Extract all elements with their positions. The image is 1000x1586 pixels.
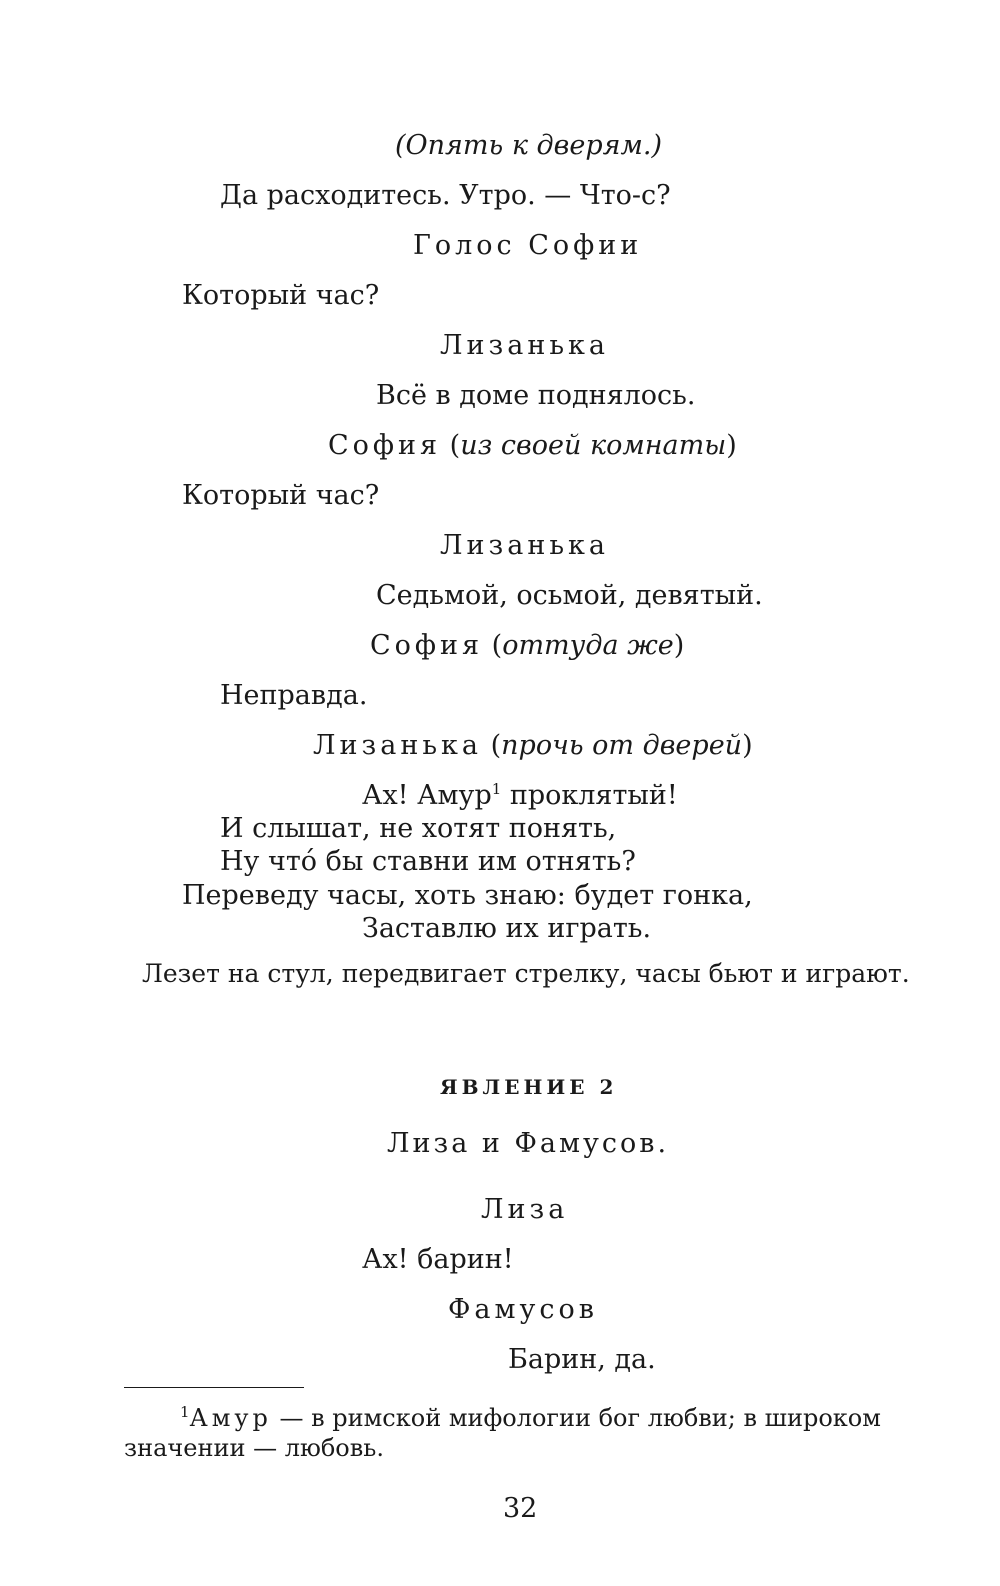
footnote [180,1403,881,1433]
stage-direction: Лезет на стул, передвигает стрелку, часы бьют и играют. [142,959,910,988]
footnote-marker: 1 [491,780,502,798]
verse-line: И слышат, не хотят понять, [220,813,617,844]
speaker-line: София (из своей комнаты) [328,430,737,461]
speaker-name: Фамусов [448,1294,598,1325]
verse-line: Заставлю их играть. [362,913,652,944]
speaker-name: Лизанька [440,330,610,361]
verse-line [362,779,678,813]
stage-direction: оттуда же [502,630,674,661]
verse-line: Барин, да. [508,1344,656,1375]
speaker-name: Лизанька [440,530,610,561]
speaker-line: София (оттуда же) [370,630,685,661]
stage-direction: прочь от дверей [501,730,743,761]
speaker-name: Голос Софии [413,230,643,261]
scene-characters: Лиза и Фамусов. [387,1128,670,1159]
speaker-name: Лизанька [313,730,483,761]
verse-line: Ну что́ бы ставни им отнять? [220,846,636,877]
stage-direction: из своей комнаты [460,430,727,461]
verse-line: Неправда. [220,680,368,711]
footnote-text: — в римской мифологии бог любви; в широком [271,1404,881,1432]
footnote-marker: 1 [180,1403,190,1421]
verse-text: Ах! Амур [362,780,492,811]
speaker-name: София [328,430,442,461]
page-number: 32 [503,1493,538,1524]
verse-line: Переведу часы, хоть знаю: будет гонка, [182,880,753,911]
verse-line: Да расходитесь. Утро. — Что-с? [220,180,671,211]
verse-line: Ах! барин! [362,1244,514,1275]
footnote-term: Амур [189,1404,272,1432]
footnote-continuation: значении — любовь. [124,1434,384,1462]
speaker-name: Лиза [481,1194,569,1225]
verse-line: Который час? [182,280,380,311]
stage-direction: (Опять к дверям.) [395,130,662,161]
verse-text: проклятый! [501,780,678,811]
verse-line: Который час? [182,480,380,511]
footnote-divider [124,1387,304,1388]
scene-heading: ЯВЛЕНИЕ 2 [440,1075,618,1099]
verse-line: Всё в доме поднялось. [376,380,696,411]
speaker-line: Лизанька (прочь от дверей) [313,730,753,761]
verse-line: Седьмой, осьмой, девятый. [376,580,763,611]
speaker-name: София [370,630,484,661]
